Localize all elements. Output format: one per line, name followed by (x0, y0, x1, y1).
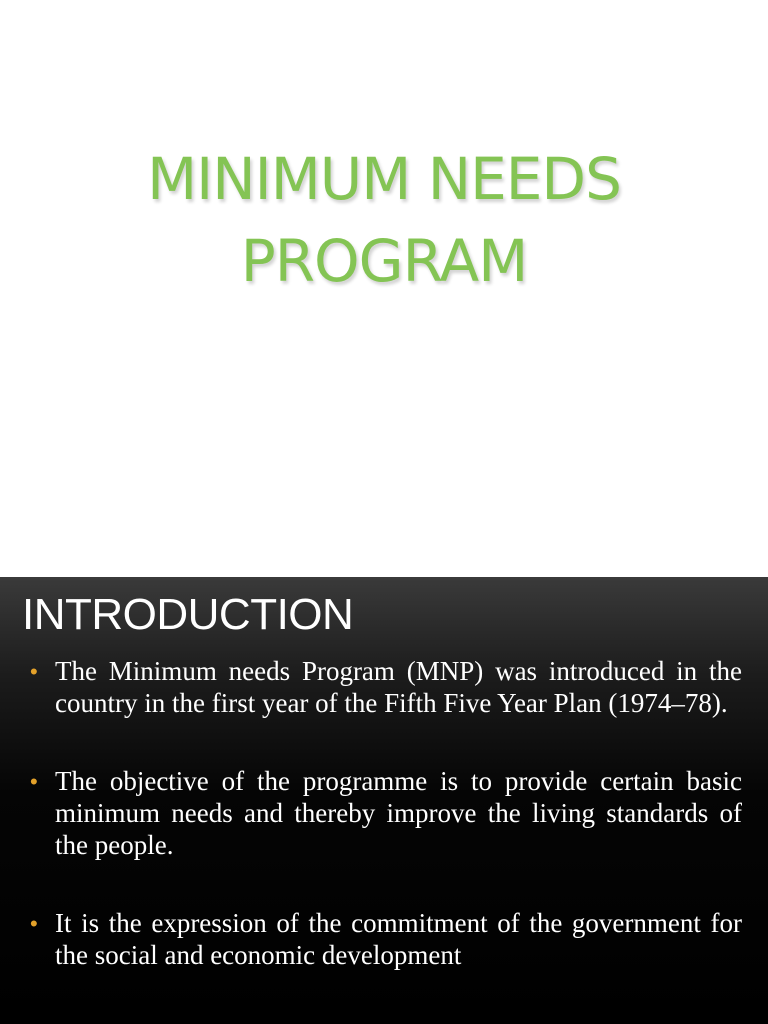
bullet-item-2 (0, 765, 768, 861)
bullet-text: The objective of the programme is to provide certain basic minimum needs and thereby improve the living standards of the people. (55, 766, 742, 860)
slide-title-line-1: MINIMUM NEEDS (147, 145, 621, 213)
bullet-icon: • (30, 769, 38, 794)
introduction-slide (0, 577, 768, 1024)
bullet-item-3 (0, 907, 768, 971)
bullet-list (0, 655, 768, 1017)
bullet-icon: • (30, 659, 38, 684)
introduction-heading: INTRODUCTION (22, 590, 354, 639)
slide-title-line-2: PROGRAM (240, 227, 528, 295)
bullet-text: It is the expression of the commitment of the government for the social and economic development (55, 908, 742, 970)
bullet-text: The Minimum needs Program (MNP) was introduced in the country in the first year of the Fifth Five Year Plan (1974–78). (55, 656, 742, 718)
bullet-icon: • (30, 911, 38, 936)
bullet-item-1 (0, 655, 768, 719)
slide-title (0, 138, 768, 302)
